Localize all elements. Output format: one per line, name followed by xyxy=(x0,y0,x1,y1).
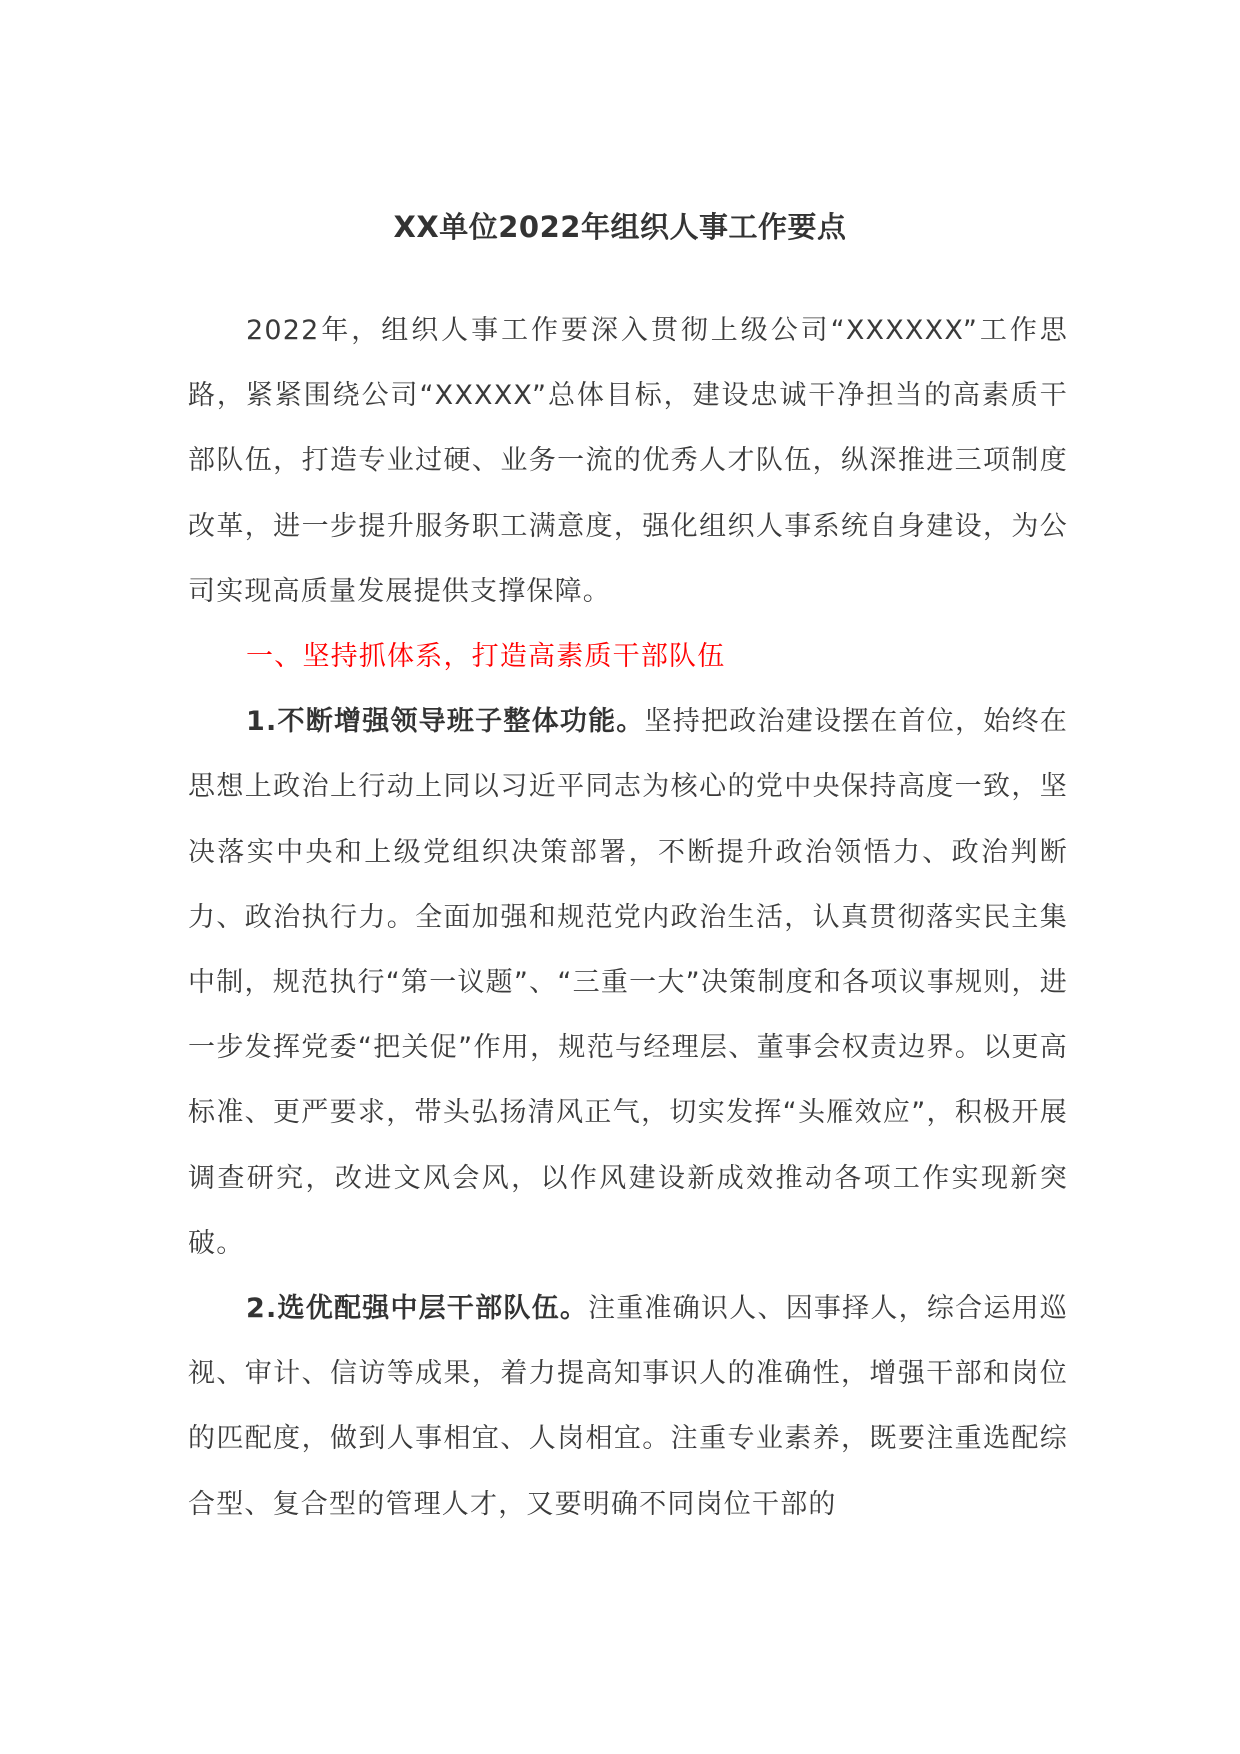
section-heading: 一、坚持抓体系，打造高素质干部队伍 xyxy=(246,641,726,673)
item-lead-2: 2.选优配强中层干部队伍。 xyxy=(246,1293,589,1325)
item-paragraph-2 xyxy=(188,1276,1068,1537)
document-body xyxy=(188,298,1068,1537)
item-lead-1: 1.不断增强领导班子整体功能。 xyxy=(246,706,645,738)
item-text-2: 注重准确识人、因事择人，综合运用巡视、审计、信访等成果，着力提高知事识人的准确性，增强干部和岗位的匹配度，做到人事相宜、人岗相宜。注重专业素养，既要注重选配综合型、复合型的管理人才，又要明确不同岗位干部的 xyxy=(188,1293,1068,1520)
item-paragraph-1 xyxy=(188,689,1068,1276)
intro-paragraph: 2022年，组织人事工作要深入贯彻上级公司“XXXXXX”工作思路，紧紧围绕公司“XXXXX”总体目标，建设忠诚干净担当的高素质干部队伍，打造专业过硬、业务一流的优秀人才队伍，纵深推进三项制度改革，进一步提升服务职工满意度，强化组织人事系统自身建设，为公司实现高质量发展提供支撑保障。 xyxy=(188,315,1068,607)
item-text-1: 坚持把政治建设摆在首位，始终在思想上政治上行动上同以习近平同志为核心的党中央保持高度一致，坚决落实中央和上级党组织决策部署，不断提升政治领悟力、政治判断力、政治执行力。全面加强和规范党内政治生活，认真贯彻落实民主集中制，规范执行“第一议题”、“三重一大”决策制度和各项议事规则，进一步发挥党委“把关促”作用，规范与经理层、董事会权责边界。以更高标准、更严要求，带头弘扬清风正气，切实发挥“头雁效应”，积极开展调查研究，改进文风会风，以作风建设新成效推动各项工作实现新突破。 xyxy=(188,706,1068,1259)
document-title: XX单位2022年组织人事工作要点 xyxy=(393,210,847,244)
